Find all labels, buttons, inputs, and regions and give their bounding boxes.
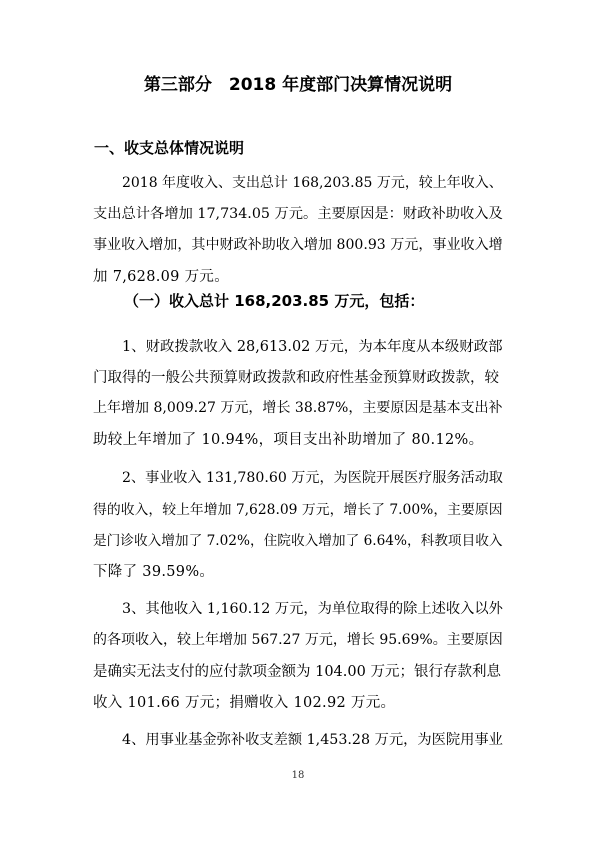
section-heading-overview: 一、收支总体情况说明 xyxy=(94,139,245,157)
paragraph-line: 加 7,628.09 万元。 xyxy=(93,269,229,285)
paragraph-line: 收入 101.66 万元；捐赠收入 102.92 万元。 xyxy=(93,695,396,711)
page-number: 18 xyxy=(291,770,305,781)
paragraph-line: 是门诊收入增加了 7.02%，住院收入增加了 6.64%，科教项目收入 xyxy=(93,533,503,549)
paragraph-line: 助较上年增加了 10.94%，项目支出补助增加了 80.12%。 xyxy=(93,432,484,448)
paragraph-line: 门取得的一般公共预算财政拨款和政府性基金预算财政拨款，较 xyxy=(93,370,499,386)
paragraph-line: 2、事业收入 131,780.60 万元，为医院开展医疗服务活动取 xyxy=(122,470,503,486)
paragraph-line: 4、用事业基金弥补收支差额 1,453.28 万元，为医院用事业 xyxy=(122,732,503,748)
paragraph-line: 事业收入增加，其中财政补助收入增加 800.93 万元，事业收入增 xyxy=(93,237,503,253)
paragraph-line: 1、财政拨款收入 28,613.02 万元，为本年度从本级财政部 xyxy=(122,339,503,355)
paragraph-line: 上年增加 8,009.27 万元，增长 38.87%，主要原因是基本支出补 xyxy=(93,400,503,416)
paragraph-line: 支出总计各增加 17,734.05 万元。主要原因是：财政补助收入及 xyxy=(93,206,503,222)
paragraph-line: 的各项收入，较上年增加 567.27 万元，增长 95.69%。主要原因 xyxy=(93,632,503,648)
paragraph-line: 得的收入，较上年增加 7,628.09 万元，增长了 7.00%，主要原因 xyxy=(93,502,503,518)
paragraph-line: 2018 年度收入、支出总计 168,203.85 万元，较上年收入、 xyxy=(122,175,503,191)
paragraph-line: 下降了 39.59%。 xyxy=(93,564,215,580)
paragraph-line: 是确实无法支付的应付款项金额为 104.00 万元；银行存款利息 xyxy=(93,664,501,680)
subsection-heading-income: （一）收入总计 168,203.85 万元，包括： xyxy=(124,292,425,310)
paragraph-line: 3、其他收入 1,160.12 万元，为单位取得的除上述收入以外 xyxy=(122,601,503,617)
page-title: 第三部分 2018 年度部门决算情况说明 xyxy=(143,75,453,95)
